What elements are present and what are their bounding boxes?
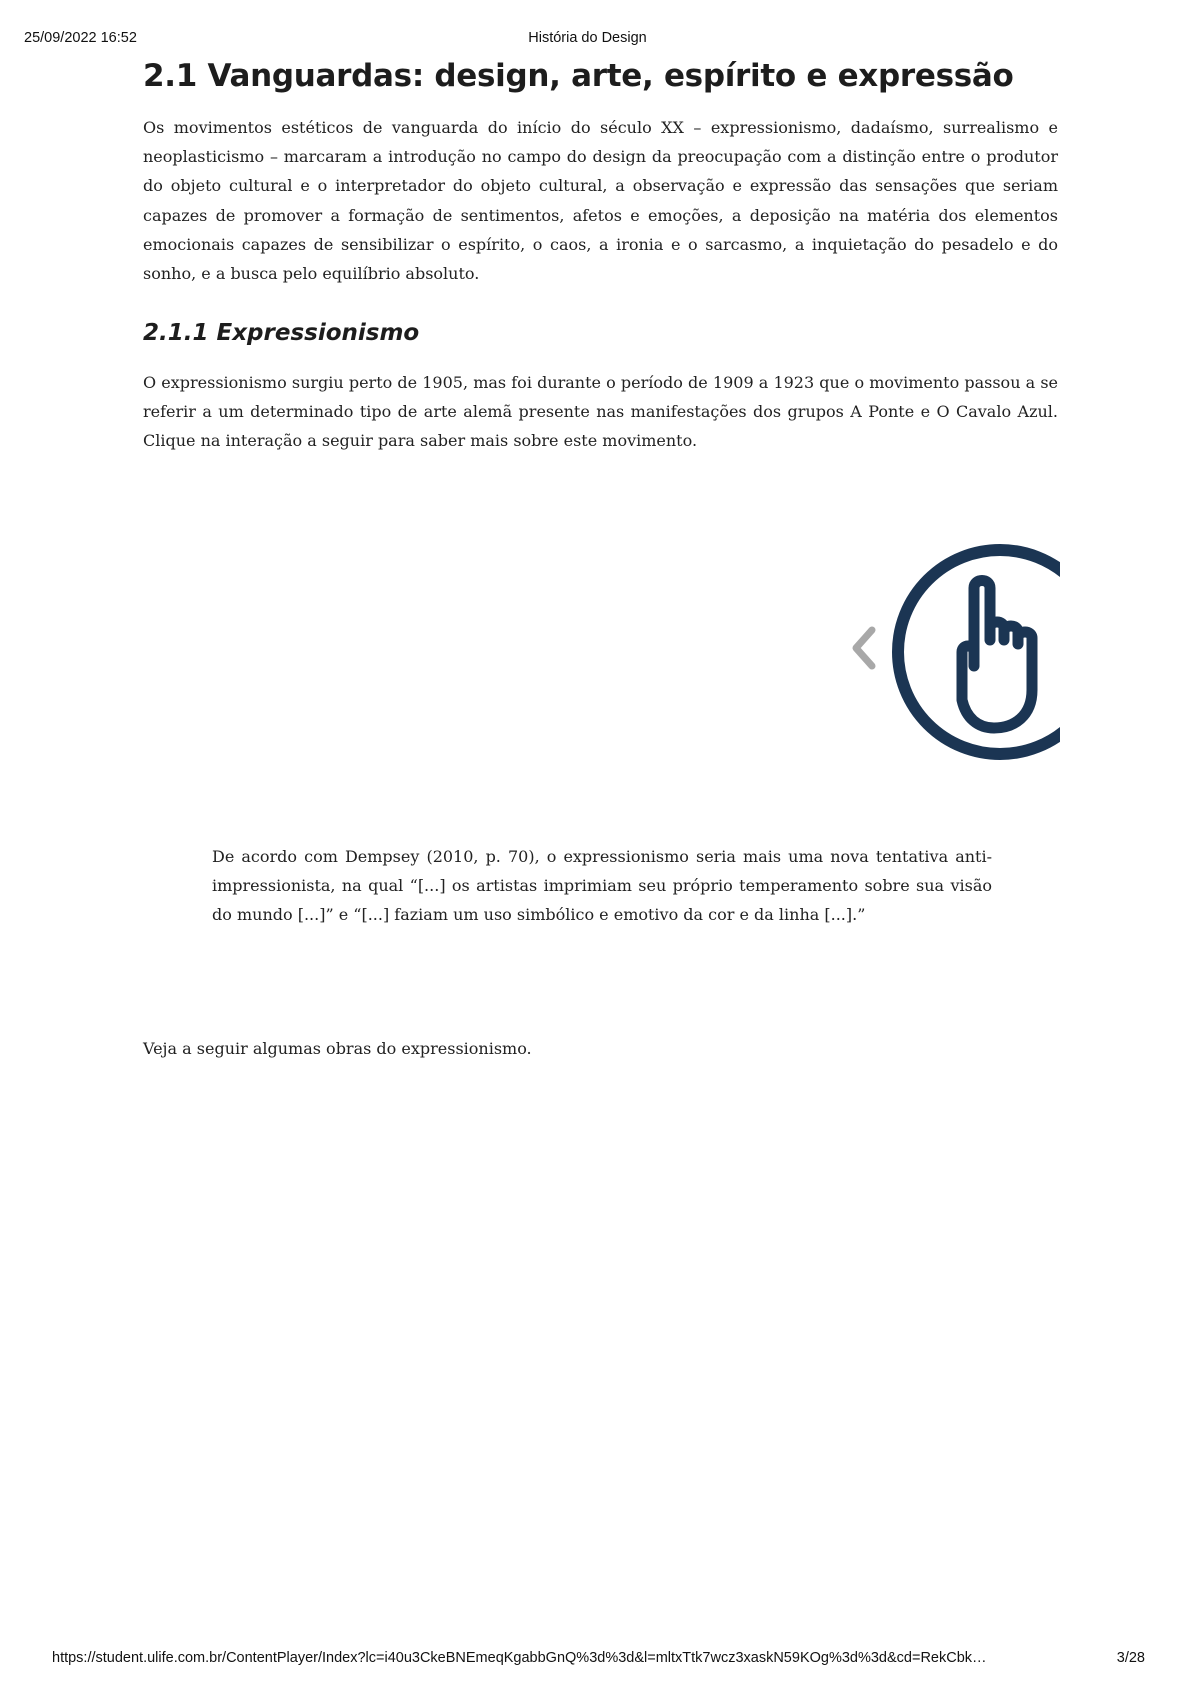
section-title: 2.1 Vanguardas: design, arte, espírito e expressão xyxy=(143,58,1014,94)
hand-pointer-icon[interactable] xyxy=(890,540,1060,770)
print-document-title: História do Design xyxy=(528,30,647,46)
print-datetime: 25/09/2022 16:52 xyxy=(24,30,137,46)
interaction-widget[interactable] xyxy=(840,540,1060,770)
intro-paragraph: Os movimentos estéticos de vanguarda do início do século XX – expressionismo, dadaísmo, surrealismo e neoplasticismo – marcaram a introdução no campo do design da preocupação com a distinção entre o produtor do objeto cultural e o interpretador do objeto cultural, a observação e expressão das sensações que seriam capazes de promover a formação de sentimentos, afetos e emoções, a deposição na matéria dos elementos emocionais capazes de sensibilizar o espírito, o caos, a ironia e o sarcasmo, a inquietação do pesadelo e do sonho, e a busca pelo equilíbrio absoluto. xyxy=(143,118,1058,284)
print-header xyxy=(24,30,1151,50)
subsection-title: 2.1.1 Expressionismo xyxy=(143,320,420,346)
print-url: https://student.ulife.com.br/ContentPlayer/Index?lc=i40u3CkeBNEmeqKgabbGnQ%3d%3d&l=mltxTtk7wcz3xaskN59KOg%3d%3d&cd=RekCbk… xyxy=(52,1650,987,1666)
print-footer xyxy=(0,1624,1191,1684)
closing-paragraph: Veja a seguir algumas obras do expressionismo. xyxy=(143,1039,532,1058)
quote-paragraph: De acordo com Dempsey (2010, p. 70), o expressionismo seria mais uma nova tentativa anti-impressionista, na qual “[...] os artistas imprimiam seu próprio temperamento sobre sua visão do mundo [...]” e “[...] faziam um uso simbólico e emotivo da cor e da linha [...].” xyxy=(212,847,992,925)
chevron-left-icon[interactable] xyxy=(850,626,878,674)
expressionism-paragraph: O expressionismo surgiu perto de 1905, mas foi durante o período de 1909 a 1923 que o movimento passou a se referir a um determinado tipo de arte alemã presente nas manifestações dos grupos A Ponte e O Cavalo Azul. Clique na interação a seguir para saber mais sobre este movimento. xyxy=(143,373,1058,451)
page-number: 3/28 xyxy=(1116,1650,1145,1666)
